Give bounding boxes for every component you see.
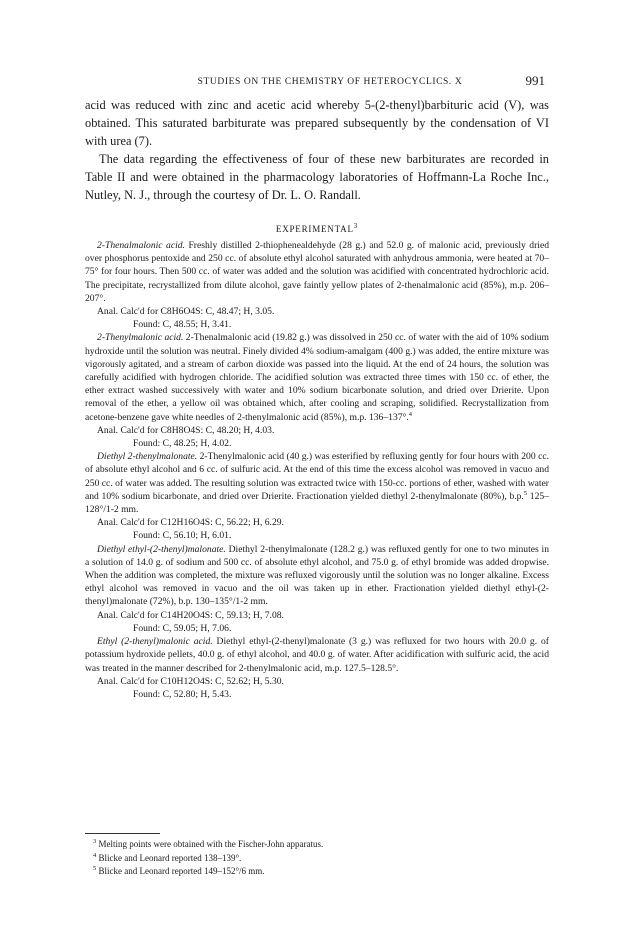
procedure-text: Freshly distilled 2-thiophenealdehyde (28 g.) and 52.0 g. of malonic acid, previously dried over phosphorus pentoxide and 250 cc. of absolute ethyl alcohol saturated with anhydrous ammonia, were heated at 70–75° for four hours. Then 500 cc. of water was added and the solution was acidified with concentrated hydrochloric acid. The precipitate, recrystallized from dilute alcohol, gave faintly yellow plates of 2-thenalmalonic acid (85%), m.p. 206–207°. xyxy=(85,240,549,304)
footnote-mark: 5 xyxy=(93,865,97,872)
analysis-calculated: Anal. Calc'd for C10H12O4S: C, 52.62; H, 5.30. xyxy=(97,675,284,687)
page-number: 991 xyxy=(525,73,545,88)
procedure-paragraph xyxy=(85,543,549,609)
compound-title: Diethyl 2-thenylmalonate. xyxy=(97,451,198,463)
analysis-found: Found: C, 59.05; H, 7.06. xyxy=(133,622,232,634)
analysis-found: Found: C, 48.25; H, 4.02. xyxy=(133,438,232,450)
procedure-paragraph xyxy=(85,450,549,516)
footnote-reference: 5 xyxy=(523,489,528,497)
footnote-mark: 4 xyxy=(93,851,97,859)
footnote-reference: 4 xyxy=(408,410,413,418)
analysis-found: Found: C, 52.80; H, 5.43. xyxy=(133,688,232,700)
procedure-paragraph xyxy=(85,239,549,305)
analysis-calculated: Anal. Calc'd for C12H16O4S: C, 56.22; H, 6.29. xyxy=(97,517,284,529)
experimental-body xyxy=(85,239,549,701)
footnote-mark: 3 xyxy=(93,838,97,845)
footnote-text: Blicke and Leonard reported 149–152°/6 mm. xyxy=(96,866,265,876)
footnote xyxy=(85,838,549,852)
compound-title: Ethyl (2-thenyl)malonic acid. xyxy=(97,636,213,648)
running-head: STUDIES ON THE CHEMISTRY OF HETEROCYCLICS. X xyxy=(197,77,463,87)
experimental-heading xyxy=(85,222,549,234)
compound-title: 2-Thenalmalonic acid. xyxy=(97,240,185,251)
procedure-text: 2-Thenylmalonic acid (40 g.) was esterified by refluxing gently for four hours with 200 cc. of absolute ethyl alcohol and 6 cc. of sulfuric acid. At the end of this time the excess alcohol was removed in vacuo and 250 cc. of water was added. The resulting solution was extracted twice with 150-cc. portions of ether, washed with water and 10% sodium bicarbonate, and dried over Drierite. Fractionation yielded diethyl 2-thenylmalonate (80%), b.p. xyxy=(85,451,549,502)
analysis-calculated: Anal. Calc'd for C14H20O4S: C, 59.13; H, 7.08. xyxy=(97,609,284,621)
procedure-text-continued: 125–128°/1-2 mm. xyxy=(85,490,549,516)
compound-title: 2-Thenylmalonic acid. xyxy=(97,332,184,344)
footnotes xyxy=(85,838,549,879)
experimental-footnote-mark: 3 xyxy=(353,222,359,230)
procedure-text: 2-Thenalmalonic acid (19.82 g.) was dissolved in 250 cc. of water with the aid of 10% sodium hydroxide until the solution was neutral. Finely divided 4% sodium-amalgam (400 g.) was added, the entire mixture was vigorously agitated, and a stream of carbon dioxide was passed into the liquid. At the end of 24 hours, the solution was carefully acidified with hydrogen chloride. The acidified solution was extracted three times with 150 cc. of ether, the ether extract washed successively with water and 10% sodium bicarbonate solution, and dried over Drierite. Upon removal of the ether, a yellow oil was obtained which, after cooling and scraping, solidified. Recrystallization from acetone-benzene gave white needles of 2-thenylmalonic acid (85%), m.p. 136–137°. xyxy=(85,332,550,423)
intro-paragraph-2: The data regarding the effectiveness of four of these new barbiturates are recorded in Table II and were obtained in the pharmacology laboratories of Hoffmann-La Roche Inc., Nutley, N. J., through the courtesy of Dr. L. O. Randall. xyxy=(85,152,549,202)
procedure-text: Diethyl 2-thenylmalonate (128.2 g.) was refluxed gently for one to two minutes in a solution of 14.0 g. of sodium and 500 cc. of absolute ethyl alcohol, and 75.0 g. of ethyl bromide was added dropwise. When the addition was completed, the mixture was refluxed vigorously until the solution was no longer alkaline. Excess ethyl alcohol was removed in vacuo and the oil was taken up in ether. Fractionation yielded diethyl ethyl-(2-thenyl)malonate (72%), b.p. 130–135°/1-2 mm. xyxy=(85,543,549,608)
procedure-paragraph xyxy=(85,331,549,423)
footnote-text: Blicke and Leonard reported 138–139°. xyxy=(96,852,242,863)
footnote xyxy=(85,852,549,866)
analysis-calculated: Anal. Calc'd for C8H8O4S: C, 48.20; H, 4.03. xyxy=(97,424,275,436)
intro-text xyxy=(85,96,549,204)
intro-paragraph-1: acid was reduced with zinc and acetic acid whereby 5-(2-thenyl)barbituric acid (V), was obtained. This saturated barbiturate was prepared subsequently by the condensation of VI with urea (7). xyxy=(85,98,549,148)
procedure-paragraph xyxy=(85,635,549,675)
experimental-heading-text: EXPERIMENTAL xyxy=(275,224,354,234)
analysis-calculated: Anal. Calc'd for C8H6O4S: C, 48.47; H, 3.05. xyxy=(97,306,275,318)
analysis-found: Found: C, 48.55; H, 3.41. xyxy=(133,319,232,331)
footnote xyxy=(85,865,549,879)
analysis-found: Found: C, 56.10; H, 6.01. xyxy=(133,530,232,542)
footnote-text: Melting points were obtained with the Fischer-John apparatus. xyxy=(96,839,324,849)
procedure-text: Diethyl ethyl-(2-thenyl)malonate (3 g.) was refluxed for two hours with 20.0 g. of potassium hydroxide pellets, 40.0 g. of ethyl alcohol, and 40.0 g. of water. After acidification with sulfuric acid, the acid was treated in the manner described for 2-thenylmalonic acid, m.p. 127.5–128.5°. xyxy=(85,636,549,674)
footnote-divider xyxy=(85,833,160,834)
compound-title: Diethyl ethyl-(2-thenyl)malonate. xyxy=(97,543,226,555)
